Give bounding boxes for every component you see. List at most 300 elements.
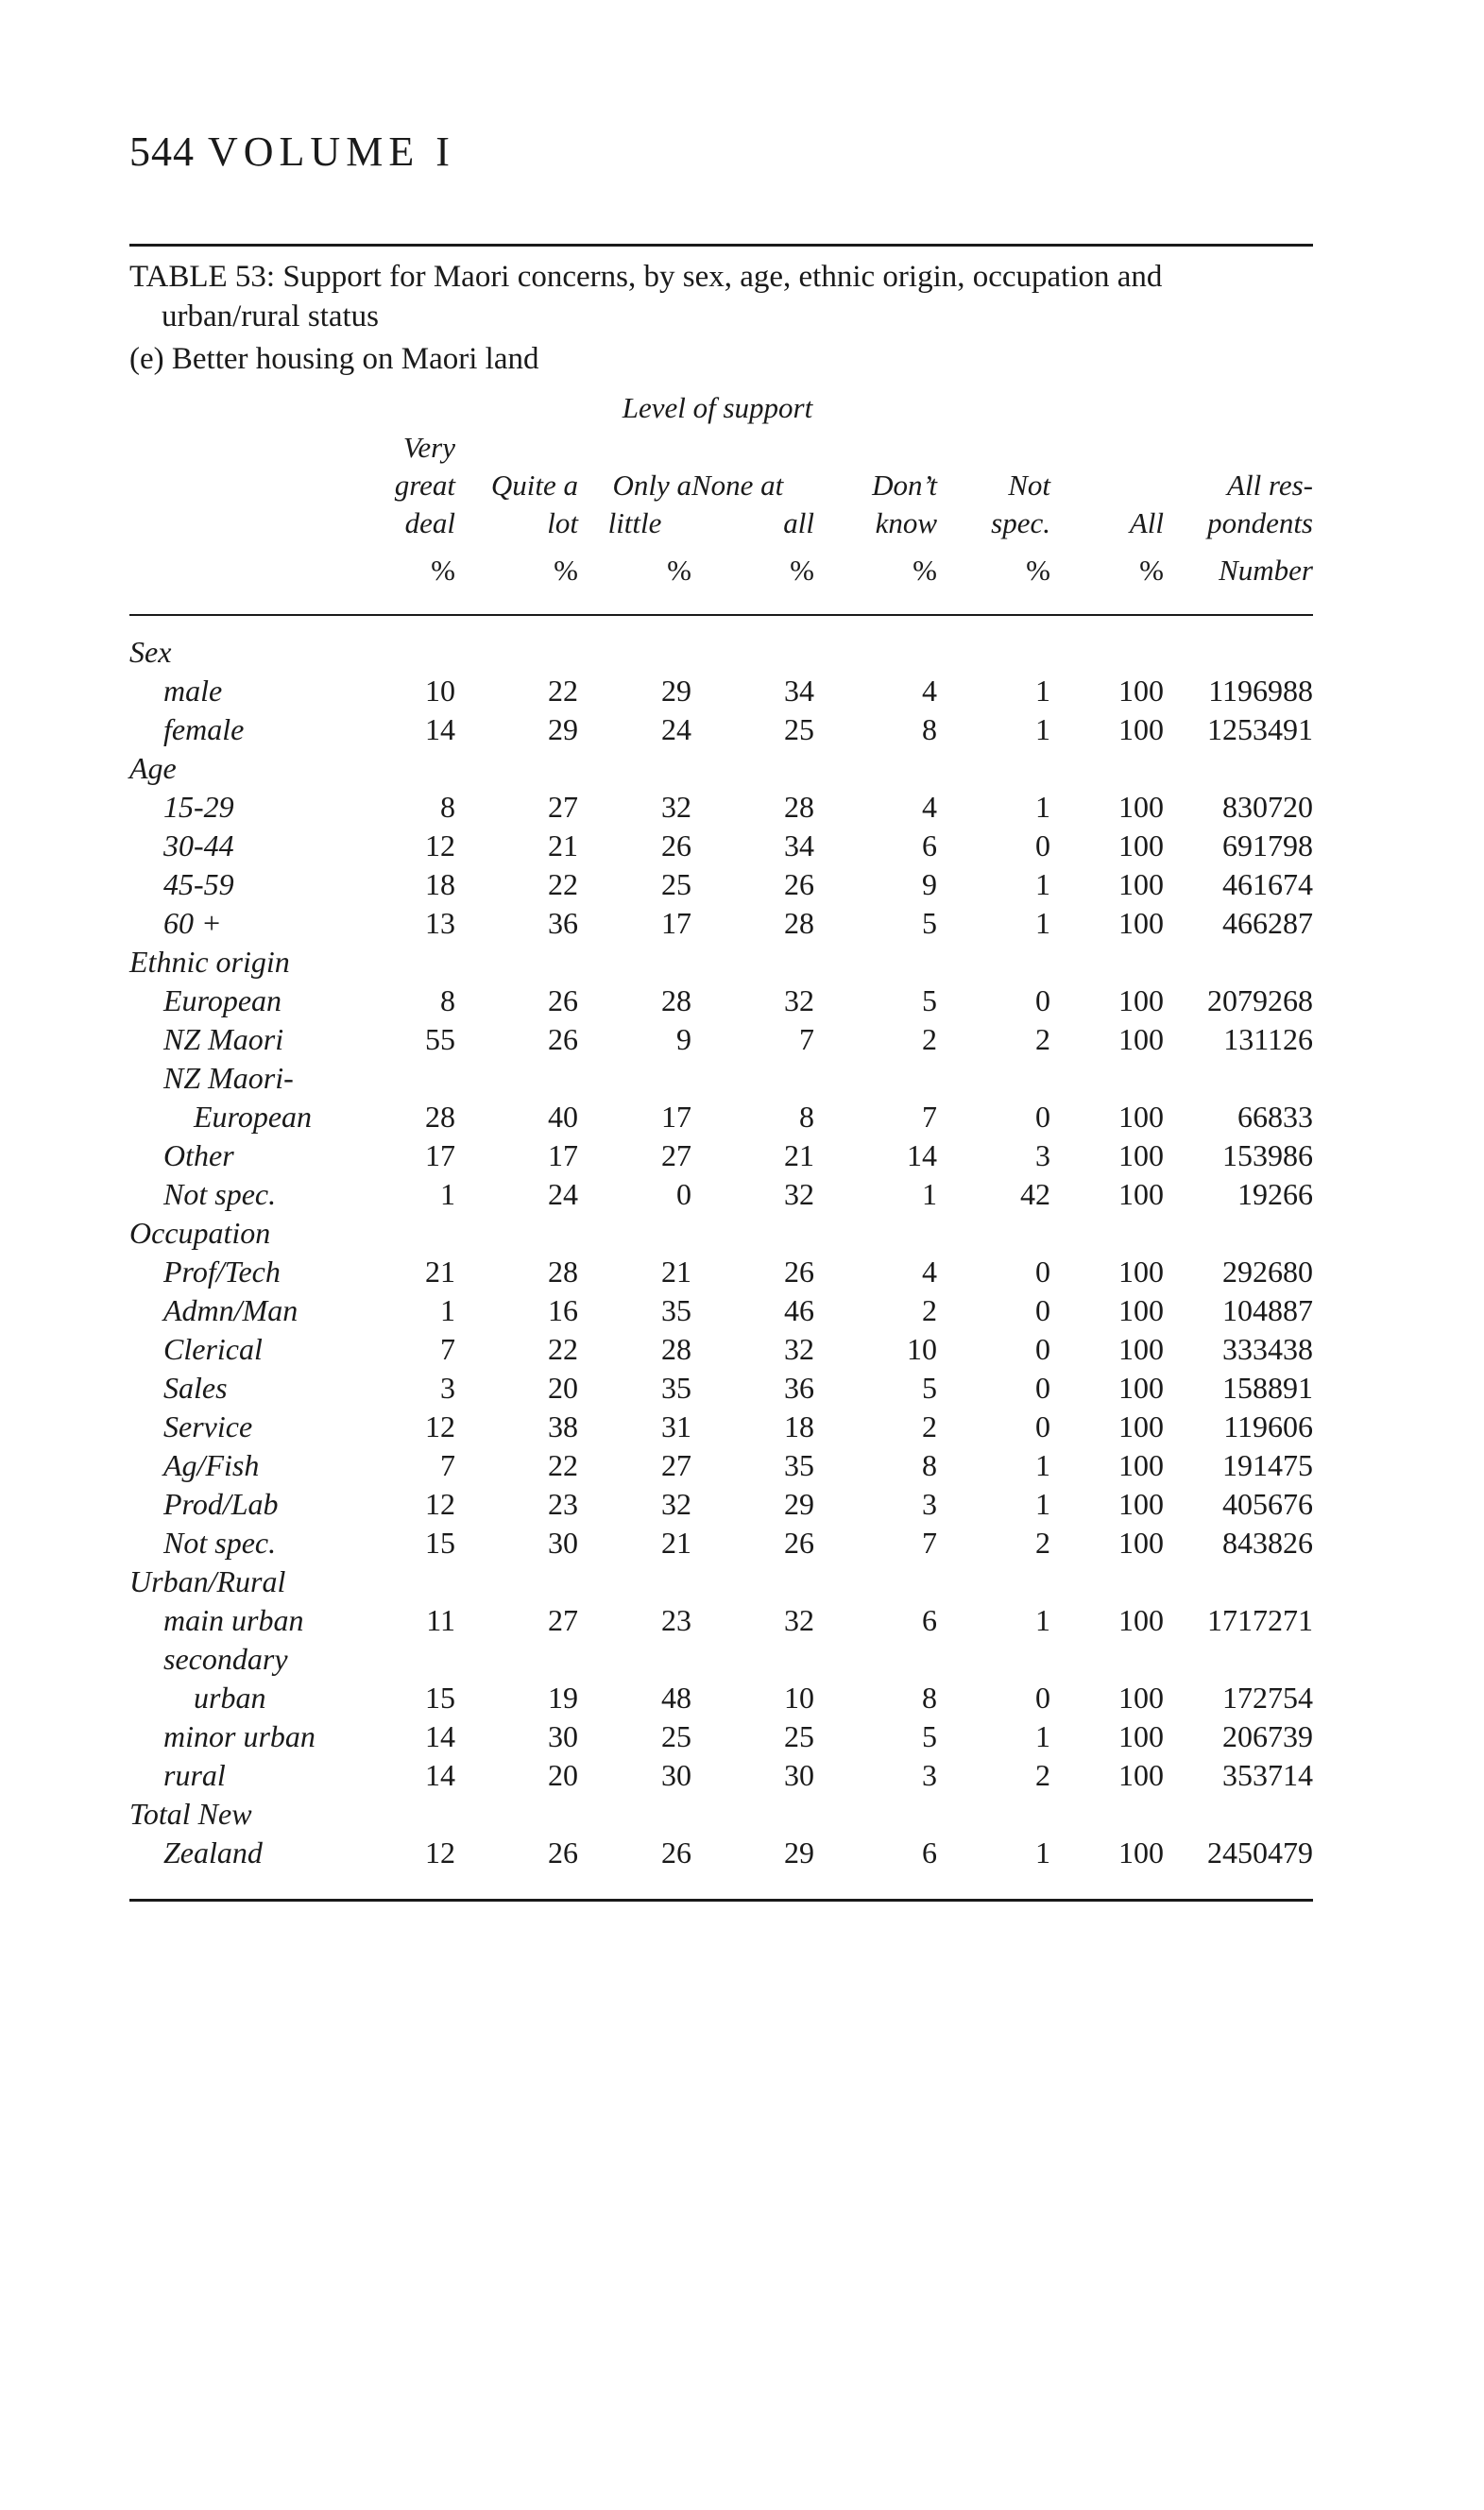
table-cell: 29 [784, 1836, 814, 1870]
table-cell: 26 [661, 828, 691, 862]
table-cell: 5 [922, 1371, 937, 1405]
table-cell: 100 [1118, 1100, 1164, 1134]
empty-cell [691, 1059, 814, 1098]
col-header-line1: Very [402, 431, 455, 464]
group-header-row [129, 943, 1313, 982]
group-label: Age [129, 751, 177, 785]
table-cell: 7 [922, 1100, 937, 1134]
table-cell: 30 [548, 1526, 578, 1560]
row-label: main urban [163, 1603, 304, 1637]
table-cell: 22 [548, 674, 578, 708]
table-row [129, 1756, 1313, 1795]
empty-cell [384, 1795, 455, 1834]
table-cell: 1196988 [1208, 674, 1313, 708]
table-cell: 7 [799, 1022, 814, 1056]
empty-cell [1164, 749, 1313, 788]
table-cell: 26 [784, 1255, 814, 1289]
page-number: 544 [129, 128, 195, 175]
row-label: 30-44 [163, 828, 234, 862]
table-cell: 16 [548, 1293, 578, 1327]
running-head: VOLUME I [208, 128, 455, 175]
table-cell: 3 [922, 1758, 937, 1792]
table-cell: 1717271 [1207, 1603, 1313, 1637]
row-label: 60 + [163, 906, 222, 940]
table-cell: 100 [1118, 1758, 1164, 1792]
row-label: NZ Maori- [163, 1061, 294, 1095]
table-cell: 19 [548, 1681, 578, 1715]
row-label: Clerical [163, 1332, 263, 1366]
table-cell: 100 [1118, 1719, 1164, 1753]
table-cell: 28 [425, 1100, 455, 1134]
row-label: Sales [163, 1371, 228, 1405]
empty-cell [814, 749, 937, 788]
row-label: Prof/Tech [163, 1255, 281, 1289]
empty-cell [578, 633, 691, 672]
table-cell: 131126 [1223, 1022, 1313, 1056]
table-row [129, 1291, 1313, 1330]
table-cell: 100 [1118, 1022, 1164, 1056]
table-cell: 32 [784, 983, 814, 1017]
table-cell: 1253491 [1207, 712, 1313, 746]
table-cell: 9 [922, 867, 937, 901]
group-label: Ethnic origin [129, 945, 290, 979]
table-cell: 13 [425, 906, 455, 940]
col-unit: % [554, 554, 578, 587]
table-cell: 100 [1118, 1255, 1164, 1289]
table-row [129, 1446, 1313, 1485]
table-cell: 15 [425, 1681, 455, 1715]
col-header-line2: great [394, 469, 455, 502]
table-row [129, 1253, 1313, 1291]
table-cell: 30 [661, 1758, 691, 1792]
row-label: minor urban [163, 1719, 316, 1753]
empty-cell [937, 1640, 1050, 1679]
table-cell: 26 [661, 1836, 691, 1870]
table-cell: 27 [548, 1603, 578, 1637]
table-cell: 8 [922, 1448, 937, 1482]
empty-cell [1050, 749, 1164, 788]
table-cell: 7 [922, 1526, 937, 1560]
row-label: Not spec. [163, 1526, 277, 1560]
table-cell: 1 [1035, 1603, 1050, 1637]
table-row [129, 1369, 1313, 1408]
empty-cell [578, 749, 691, 788]
table-cell: 25 [784, 1719, 814, 1753]
table-cell: 29 [661, 674, 691, 708]
table-cell: 292680 [1222, 1255, 1313, 1289]
col-unit: % [790, 554, 814, 587]
col-unit: % [1026, 554, 1050, 587]
table-cell: 100 [1118, 906, 1164, 940]
empty-cell [384, 1562, 455, 1601]
empty-cell [1050, 633, 1164, 672]
table-cell: 691798 [1222, 828, 1313, 862]
row-label: female [163, 712, 245, 746]
table-row [129, 1601, 1313, 1640]
empty-cell [691, 633, 814, 672]
table-cell: 100 [1118, 790, 1164, 824]
empty-cell [814, 633, 937, 672]
table-cell: 32 [661, 1487, 691, 1521]
table-cell: 66833 [1237, 1100, 1313, 1134]
col-unit: Number [1219, 554, 1313, 587]
top-rule [129, 244, 1313, 247]
table-row [129, 827, 1313, 865]
table-cell: 1 [440, 1293, 455, 1327]
empty-cell [814, 1214, 937, 1253]
table-cell: 100 [1118, 1448, 1164, 1482]
table-row [129, 1330, 1313, 1369]
table-cell: 100 [1118, 1409, 1164, 1443]
table-cell: 158891 [1222, 1371, 1313, 1405]
empty-cell [455, 633, 578, 672]
table-title-line1: TABLE 53: Support for Maori concerns, by sex, age, ethnic origin, occupation and [129, 260, 1163, 294]
row-label: Zealand [163, 1836, 263, 1870]
table-cell: 26 [784, 1526, 814, 1560]
empty-cell [691, 1795, 814, 1834]
table-cell: 32 [661, 790, 691, 824]
table-cell: 15 [425, 1526, 455, 1560]
table-cell: 100 [1118, 983, 1164, 1017]
table-cell: 34 [784, 828, 814, 862]
table-cell: 2450479 [1207, 1836, 1313, 1870]
table-cell: 100 [1118, 867, 1164, 901]
table-cell: 1 [922, 1177, 937, 1211]
row-label: Not spec. [163, 1177, 277, 1211]
table-cell: 1 [1035, 867, 1050, 901]
table-cell: 0 [1035, 1100, 1050, 1134]
table-cell: 7 [440, 1332, 455, 1366]
empty-cell [578, 1059, 691, 1098]
table-row [129, 1524, 1313, 1562]
empty-cell [578, 1640, 691, 1679]
table-cell: 14 [425, 1719, 455, 1753]
table-cell: 17 [661, 906, 691, 940]
table-cell: 333438 [1222, 1332, 1313, 1366]
table-title [129, 257, 1313, 336]
table-cell: 21 [784, 1138, 814, 1172]
empty-cell [937, 1059, 1050, 1098]
col-header-line3: pondents [1207, 506, 1313, 539]
table-row [129, 1834, 1313, 1872]
table-cell: 0 [1035, 1255, 1050, 1289]
empty-cell [691, 1562, 814, 1601]
table-cell: 4 [922, 790, 937, 824]
table-cell: 28 [784, 906, 814, 940]
table-row [129, 1059, 1313, 1098]
table-cell: 4 [922, 1255, 937, 1289]
empty-cell [384, 1214, 455, 1253]
table-title-line2: urban/rural status [162, 299, 380, 333]
table-cell: 843826 [1222, 1526, 1313, 1560]
table-cell: 35 [661, 1293, 691, 1327]
table-cell: 14 [425, 1758, 455, 1792]
table-cell: 5 [922, 1719, 937, 1753]
table-cell: 24 [548, 1177, 578, 1211]
table-cell: 23 [548, 1487, 578, 1521]
table-cell: 12 [425, 828, 455, 862]
page-header [129, 128, 455, 176]
table-row [129, 1175, 1313, 1214]
table-cell: 12 [425, 1409, 455, 1443]
table-cell: 18 [425, 867, 455, 901]
table-cell: 5 [922, 906, 937, 940]
col-header-line2: All res- [1227, 469, 1313, 502]
table-cell: 24 [661, 712, 691, 746]
col-header-line2: Quite a [490, 469, 578, 502]
row-label: Prod/Lab [163, 1487, 279, 1521]
table-cell: 206739 [1222, 1719, 1313, 1753]
bottom-rule [129, 1872, 1313, 1901]
row-label: rural [163, 1758, 226, 1792]
table-cell: 405676 [1222, 1487, 1313, 1521]
table-cell: 7 [440, 1448, 455, 1482]
table-cell: 25 [784, 712, 814, 746]
table-cell: 11 [426, 1603, 455, 1637]
col-unit: % [913, 554, 937, 587]
col-header-line2: Don’t [872, 469, 937, 502]
empty-cell [384, 633, 455, 672]
empty-cell [1050, 1795, 1164, 1834]
table-cell: 29 [784, 1487, 814, 1521]
table-cell: 28 [661, 1332, 691, 1366]
table-cell: 23 [661, 1603, 691, 1637]
table-cell: 32 [784, 1332, 814, 1366]
table-cell: 20 [548, 1371, 578, 1405]
table-cell: 26 [784, 867, 814, 901]
col-header-line3: little [607, 506, 662, 539]
table-cell: 22 [548, 1332, 578, 1366]
empty-cell [384, 1640, 455, 1679]
table-cell: 830720 [1222, 790, 1313, 824]
empty-cell [937, 1214, 1050, 1253]
col-header-line3: deal [404, 506, 455, 539]
group-header-row [129, 1795, 1313, 1834]
table-cell: 466287 [1222, 906, 1313, 940]
col-header-line3: spec. [991, 506, 1050, 539]
table-cell: 20 [548, 1758, 578, 1792]
table-cell: 29 [548, 712, 578, 746]
table-cell: 34 [784, 674, 814, 708]
empty-cell [937, 1562, 1050, 1601]
table-cell: 10 [784, 1681, 814, 1715]
empty-cell [455, 1640, 578, 1679]
table-cell: 26 [548, 983, 578, 1017]
table-cell: 172754 [1222, 1681, 1313, 1715]
table-row [129, 672, 1313, 710]
table-cell: 100 [1118, 1332, 1164, 1366]
table-cell: 153986 [1222, 1138, 1313, 1172]
table-cell: 40 [548, 1100, 578, 1134]
table-row [129, 1640, 1313, 1679]
table-cell: 2 [1035, 1758, 1050, 1792]
table-cell: 8 [440, 790, 455, 824]
empty-cell [814, 1640, 937, 1679]
table-cell: 32 [784, 1603, 814, 1637]
table-cell: 38 [548, 1409, 578, 1443]
table-cell: 36 [548, 906, 578, 940]
empty-cell [1164, 1640, 1313, 1679]
table-cell: 100 [1118, 1487, 1164, 1521]
row-label: Admn/Man [163, 1293, 299, 1327]
table-cell: 1 [1035, 1836, 1050, 1870]
table-cell: 1 [1035, 1448, 1050, 1482]
table-cell: 46 [784, 1293, 814, 1327]
table-cell: 104887 [1222, 1293, 1313, 1327]
row-label: European [194, 1100, 313, 1134]
group-header-row [129, 1562, 1313, 1601]
table-cell: 0 [676, 1177, 691, 1211]
table-cell: 0 [1035, 1681, 1050, 1715]
table-cell: 21 [425, 1255, 455, 1289]
empty-cell [937, 633, 1050, 672]
table-cell: 1 [1035, 906, 1050, 940]
empty-cell [455, 1795, 578, 1834]
table-cell: 12 [425, 1487, 455, 1521]
table-cell: 30 [548, 1719, 578, 1753]
empty-cell [814, 1795, 937, 1834]
empty-cell [1164, 1214, 1313, 1253]
col-header-line3: all [783, 506, 814, 539]
table-cell: 6 [922, 1603, 937, 1637]
table-cell: 4 [922, 674, 937, 708]
empty-cell [1050, 1640, 1164, 1679]
col-header-line2 [1050, 467, 1164, 504]
row-label: NZ Maori [163, 1022, 284, 1056]
empty-cell [937, 1795, 1050, 1834]
table-cell: 0 [1035, 1371, 1050, 1405]
table-cell: 6 [922, 828, 937, 862]
table-cell: 48 [661, 1681, 691, 1715]
table-row [129, 1485, 1313, 1524]
group-label: Total New [129, 1797, 252, 1831]
empty-cell [578, 1795, 691, 1834]
table-cell: 100 [1118, 1526, 1164, 1560]
data-table [129, 387, 1313, 1902]
table-cell: 28 [661, 983, 691, 1017]
table-cell: 12 [425, 1836, 455, 1870]
row-label: urban [194, 1681, 266, 1715]
table-cell: 100 [1118, 1177, 1164, 1211]
table-row [129, 904, 1313, 943]
table-cell: 42 [1020, 1177, 1050, 1211]
table-cell: 35 [784, 1448, 814, 1482]
empty-cell [578, 1214, 691, 1253]
table-cell: 2 [1035, 1526, 1050, 1560]
empty-cell [455, 943, 578, 982]
table-cell: 8 [799, 1100, 814, 1134]
table-cell: 17 [661, 1100, 691, 1134]
table-cell: 22 [548, 1448, 578, 1482]
empty-cell [1050, 1562, 1164, 1601]
table-cell: 2 [922, 1022, 937, 1056]
table-cell: 25 [661, 867, 691, 901]
table-container [129, 387, 1313, 1902]
empty-cell [578, 1562, 691, 1601]
table-cell: 100 [1118, 1836, 1164, 1870]
table-cell: 8 [440, 983, 455, 1017]
table-row [129, 1020, 1313, 1059]
group-header-row [129, 749, 1313, 788]
table-cell: 461674 [1222, 867, 1313, 901]
row-label: secondary [163, 1642, 288, 1676]
table-cell: 27 [661, 1448, 691, 1482]
table-cell: 27 [548, 790, 578, 824]
table-cell: 0 [1035, 828, 1050, 862]
table-cell: 25 [661, 1719, 691, 1753]
empty-cell [384, 943, 455, 982]
table-cell: 100 [1118, 674, 1164, 708]
empty-cell [691, 749, 814, 788]
table-cell: 1 [1035, 1719, 1050, 1753]
table-cell: 30 [784, 1758, 814, 1792]
table-cell: 28 [548, 1255, 578, 1289]
col-header-line2: Not [1008, 469, 1050, 502]
empty-cell [455, 1059, 578, 1098]
row-label: 45-59 [163, 867, 234, 901]
empty-cell [814, 1562, 937, 1601]
table-cell: 0 [1035, 1409, 1050, 1443]
table-cell: 21 [548, 828, 578, 862]
table-cell: 17 [425, 1138, 455, 1172]
table-cell: 1 [440, 1177, 455, 1211]
row-label: 15-29 [163, 790, 234, 824]
col-header-line3: lot [547, 506, 578, 539]
table-cell: 0 [1035, 1332, 1050, 1366]
col-header-line2: Only a [612, 469, 691, 502]
table-row [129, 1408, 1313, 1446]
table-cell: 35 [661, 1371, 691, 1405]
col-unit: % [667, 554, 691, 587]
table-cell: 14 [907, 1138, 937, 1172]
table-cell: 2 [922, 1293, 937, 1327]
empty-cell [691, 1640, 814, 1679]
table-row [129, 982, 1313, 1020]
table-row [129, 865, 1313, 904]
row-label: Service [163, 1409, 253, 1443]
table-cell: 100 [1118, 828, 1164, 862]
table-cell: 100 [1118, 1681, 1164, 1715]
table-cell: 55 [425, 1022, 455, 1056]
empty-cell [1164, 943, 1313, 982]
row-label: European [163, 983, 282, 1017]
table-row [129, 1098, 1313, 1136]
empty-cell [455, 1562, 578, 1601]
row-label: Ag/Fish [163, 1448, 260, 1482]
table-row [129, 710, 1313, 749]
empty-cell [384, 1059, 455, 1098]
table-cell: 28 [784, 790, 814, 824]
col-header-line3: All [1129, 506, 1164, 539]
table-cell: 21 [661, 1526, 691, 1560]
table-row [129, 788, 1313, 827]
table-cell: 353714 [1222, 1758, 1313, 1792]
level-of-support-header: Level of support [622, 391, 813, 424]
table-body [129, 633, 1313, 1872]
col-unit: % [431, 554, 455, 587]
empty-cell [1164, 1059, 1313, 1098]
table-cell: 119606 [1223, 1409, 1313, 1443]
row-label: Other [163, 1138, 234, 1172]
group-label: Urban/Rural [129, 1564, 286, 1598]
empty-cell [455, 749, 578, 788]
table-cell: 0 [1035, 983, 1050, 1017]
table-cell: 6 [922, 1836, 937, 1870]
table-cell: 14 [425, 712, 455, 746]
table-cell: 1 [1035, 790, 1050, 824]
group-label: Sex [129, 635, 172, 669]
table-cell: 2 [922, 1409, 937, 1443]
